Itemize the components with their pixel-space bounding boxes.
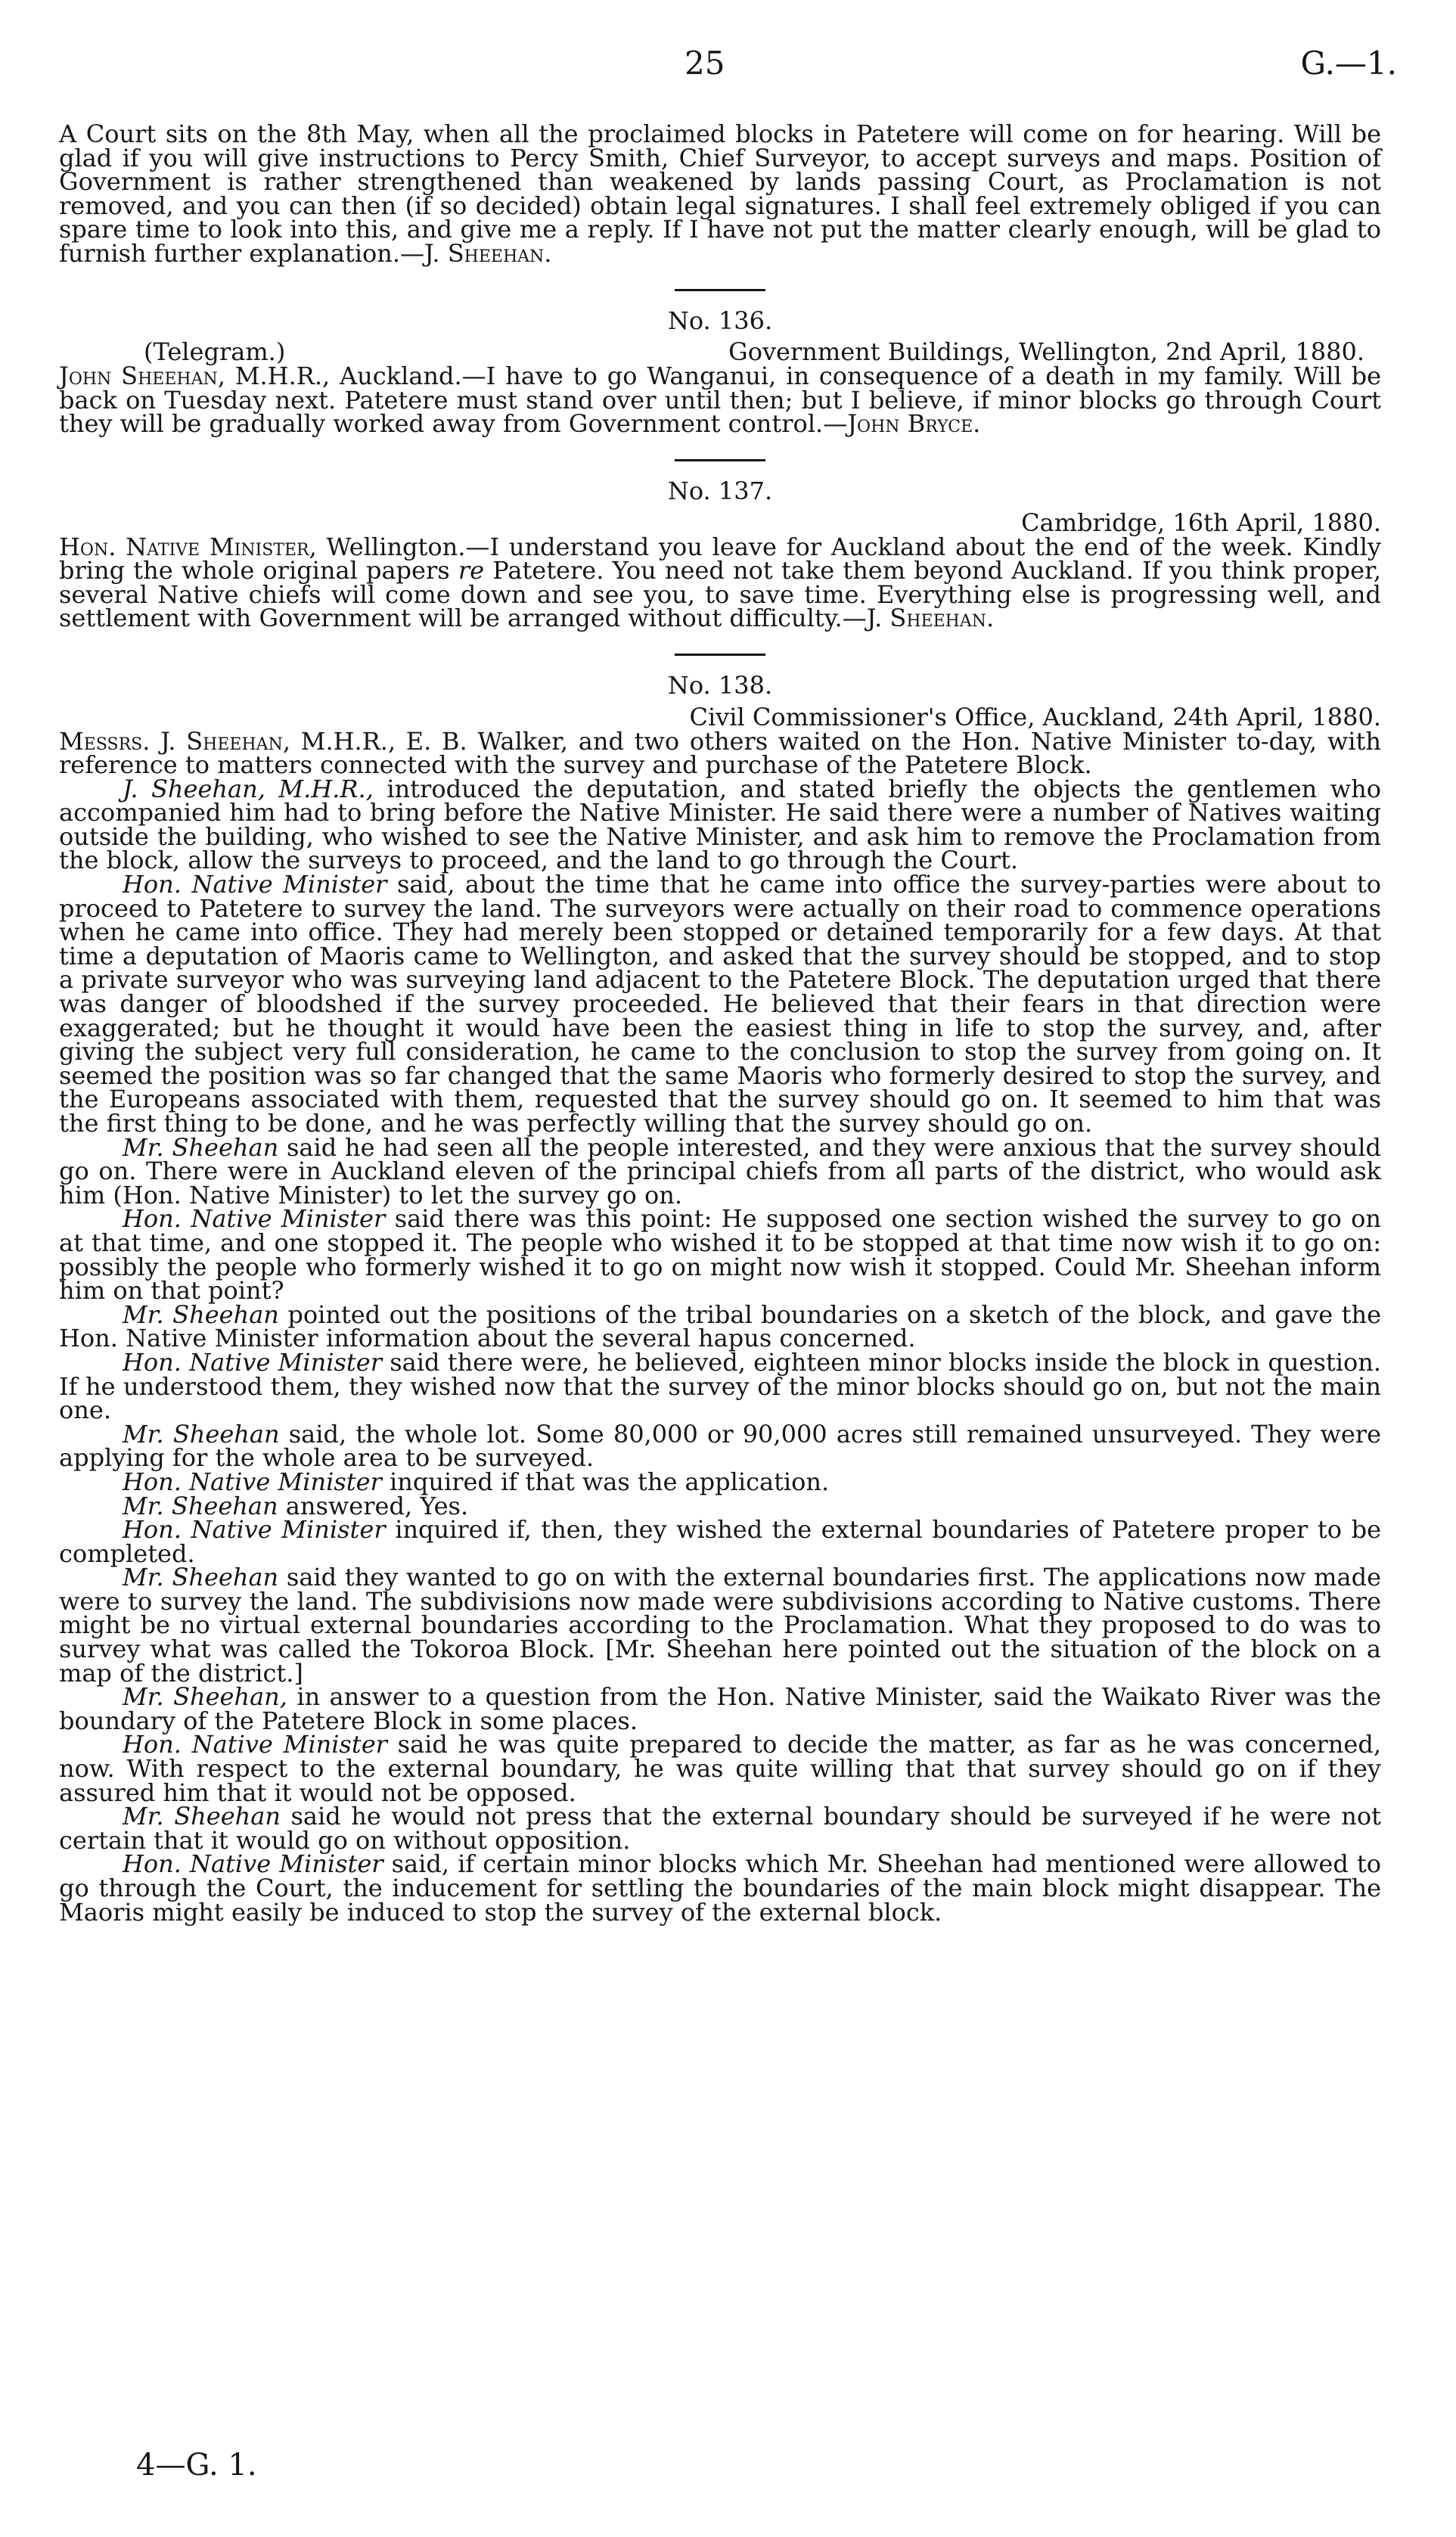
speaker-name: Mr. Sheehan bbox=[123, 1802, 281, 1831]
minutes-dialogue bbox=[59, 774, 1382, 1927]
speech-text: introduced the deputation, and stated briefly the objects the gentlemen who accompanied him had to bring before the Native Minister. He said there were a number of Natives waiting outside the building, who wished to see the Native Minister, and ask him to remove the Proclamation from the block, allow the surveys to proceed, and the land to go through the Court. bbox=[59, 774, 1382, 875]
dialogue-paragraph bbox=[59, 1132, 1382, 1210]
speech-text: said, about the time that he came into office the survey-parties were about to proceed to Patetere to survey the land. The surveyors were actually on their road to commence operations when he came into office. They had merely been stopped or detained temporarily for a few days. At that time a deputation of Maoris came to Wellington, and asked that the survey should be stopped, and to stop a private surveyor who was surveying land adjacent to the Patetere Block. The deputation urged that there was danger of bloodshed if the survey proceeded. He believed that their fears in that direction were exaggerated; but he thought it would have been the easiest thing in life to stop the survey, and, after giving the subject very full consideration, he came to the conclusion to stop the survey from going on. It seemed the position was so far changed that the same Maoris who formerly desired to stop the survey, and the Europeans associated with them, requested that the survey should go on. It seemed to him that was the first thing to be done, and he was perfectly willing that the survey should go on. bbox=[59, 870, 1382, 1138]
speaker-name: Mr. Sheehan bbox=[123, 1563, 279, 1592]
dialogue-paragraph bbox=[59, 1300, 1382, 1353]
page-number: 25 bbox=[685, 45, 725, 82]
document-138-heading bbox=[59, 702, 1381, 731]
speech-text: said there were, he believed, eighteen minor blocks inside the block in question. If he understood them, they wished now that the survey of the minor blocks should go on, but not the main one. bbox=[59, 1347, 1382, 1425]
speech-text: said they wanted to go on with the external boundaries first. The applications now made were to survey the land. The subdivisions now made were subdivisions according to Native customs. There might be no virtual external boundaries according to the Proclamation. What they proposed to do was to survey what was called the Tokoroa Block. [Mr. Sheehan here pointed out the situation of the block on a map of the district.] bbox=[59, 1563, 1382, 1688]
document-137-text-before: —I understand you leave for Auckland about the end of the week. Kindly bring the whole original papers bbox=[59, 532, 1382, 585]
dialogue-paragraph bbox=[59, 1849, 1382, 1927]
dialogue-paragraph bbox=[59, 1204, 1382, 1306]
dialogue-paragraph bbox=[59, 1515, 1382, 1568]
document-body bbox=[59, 120, 1382, 1927]
speaker-name: J. Sheehan, M.H.R., bbox=[123, 774, 374, 803]
speaker-name: Mr. Sheehan bbox=[123, 1300, 279, 1329]
dialogue-paragraph bbox=[59, 1419, 1382, 1473]
dialogue-paragraph bbox=[59, 870, 1382, 1138]
speaker-name: Hon. Native Minister bbox=[123, 1204, 386, 1234]
speaker-name: Hon. Native Minister bbox=[123, 870, 387, 899]
speech-text: in answer to a question from the Hon. Native Minister, said the Waikato River was the boundary of the Patetere Block in some places. bbox=[59, 1682, 1382, 1735]
dialogue-paragraph bbox=[59, 1730, 1382, 1807]
dialogue-paragraph bbox=[59, 1347, 1382, 1425]
document-137-addressee-rest: , Wellington. bbox=[309, 532, 466, 561]
signature-mark: 4—G. 1. bbox=[136, 2448, 257, 2483]
speech-text: said there was this point: He supposed one section wished the survey to go on at that time, and one stopped it. The people who wished it to be stopped at that time now wish it to go on: possibly the people who formerly wished it to go on might now wish it stopped. Could Mr. Sheehan inform him on that point? bbox=[59, 1204, 1382, 1306]
page-header bbox=[0, 45, 1456, 89]
speech-text: inquired if, then, they wished the external boundaries of Patetere proper to be completed. bbox=[59, 1515, 1382, 1568]
intro-text: A Court sits on the 8th May, when all the proclaimed blocks in Patetere will come on for hearing. Will be glad if you will give instructions to Percy Smith, Chief Surveyor, to accept surveys and maps. Position of Government is rather strengthened than weakened by lands passing Court, as Proclamation is not removed, and you can then (if so decided) obtain legal signatures. I shall feel extremely obliged if you can spare time to look into this, and give me a reply. If I have not put the matter clearly enough, will be glad to furnish further explanation.—J. bbox=[59, 120, 1381, 268]
document-number-138: No. 138. bbox=[667, 670, 773, 700]
speech-text: said he had seen all the people interested, and they were anxious that the survey should go on. There were in Auckland eleven of the principal chiefs from all parts of the district, who would ask him (Hon. Native Minister) to let the survey go on. bbox=[59, 1132, 1382, 1210]
document-137-addressee: Hon. Native Minister bbox=[59, 532, 309, 561]
document-number-137: No. 137. bbox=[667, 476, 773, 505]
dialogue-paragraph bbox=[59, 1563, 1382, 1688]
document-136-heading bbox=[59, 337, 1381, 367]
dialogue-paragraph bbox=[59, 1802, 1382, 1855]
document-137-body bbox=[59, 532, 1382, 633]
speaker-name: Hon. Native Minister bbox=[123, 1730, 387, 1759]
document-138-opening-rest: , M.H.R., E. B. Walker, and two others waited on the Hon. Native Minister to-day, with reference to matters connected with the survey and purchase of the Patetere Block. bbox=[59, 726, 1382, 780]
document-136-addressee: John Sheehan bbox=[59, 362, 218, 391]
dialogue-paragraph bbox=[59, 774, 1382, 875]
document-136-body bbox=[59, 362, 1382, 439]
document-138-messrs: Messrs. J. Sheehan bbox=[59, 726, 283, 756]
document-136-text: —I have to go Wanganui, in consequence of a death in my family. Will be back on Tuesday next. Patetere must stand over until then; but I believe, if minor blocks go through Court they will be gradually worked away from Government control.— bbox=[59, 362, 1382, 439]
intro-paragraph bbox=[59, 120, 1381, 268]
document-137-re: re bbox=[458, 556, 485, 585]
speaker-name: Hon. Native Minister bbox=[123, 1849, 383, 1879]
speech-text: said, the whole lot. Some 80,000 or 90,000 acres still remained unsurveyed. They were applying for the whole area to be surveyed. bbox=[59, 1419, 1382, 1473]
series-reference: G.—1. bbox=[1300, 45, 1397, 82]
speech-text: pointed out the positions of the tribal boundaries on a sketch of the block, and gave the Hon. Native Minister information about the several hapus concerned. bbox=[59, 1300, 1382, 1353]
speech-text: inquired if that was the application. bbox=[381, 1467, 830, 1496]
section-divider bbox=[675, 459, 765, 461]
document-137-text-after: Patetere. You need not take them beyond Auckland. If you think proper, several Native chiefs will come down and see you, to save time. Everything else is progressing well, and settlement with Government will be arranged without difficulty.—J. bbox=[59, 556, 1382, 633]
document-138-place-date: Civil Commissioner's Office, Auckland, 24th April, 1880. bbox=[689, 702, 1381, 731]
document-136-addressee-rest: , M.H.R., Auckland. bbox=[217, 362, 462, 391]
document-number-136: No. 136. bbox=[667, 306, 773, 335]
speaker-name: Hon. Native Minister bbox=[123, 1467, 382, 1496]
document-137-signature: Sheehan. bbox=[889, 604, 995, 633]
document-136-signature: John Bryce. bbox=[847, 409, 981, 439]
document-138-opening bbox=[59, 726, 1382, 780]
intro-signature: Sheehan. bbox=[447, 238, 552, 268]
speech-text: said he was quite prepared to decide the matter, as far as he was concerned, now. With respect to the external boundary, he was quite willing that that survey should go on if they assured him that it would not be opposed. bbox=[59, 1730, 1382, 1807]
speech-text: said, if certain minor blocks which Mr. Sheehan had mentioned were allowed to go through the Court, the inducement for settling the boundaries of the main block might disappear. The Maoris might easily be induced to stop the survey of the external block. bbox=[59, 1849, 1382, 1927]
document-136-place-date: Government Buildings, Wellington, 2nd April, 1880. bbox=[728, 337, 1364, 367]
speaker-name: Hon. Native Minister bbox=[123, 1347, 382, 1377]
speech-text: said he would not press that the external boundary should be surveyed if he were not certain that it would go on without opposition. bbox=[59, 1802, 1382, 1855]
document-136-type: (Telegram.) bbox=[144, 337, 286, 367]
speaker-name: Hon. Native Minister bbox=[123, 1515, 386, 1545]
speaker-name: Mr. Sheehan bbox=[123, 1132, 279, 1162]
speaker-name: Mr. Sheehan bbox=[123, 1491, 278, 1520]
speech-text: answered, Yes. bbox=[278, 1491, 469, 1520]
document-137-place-date: Cambridge, 16th April, 1880. bbox=[1021, 508, 1381, 537]
speaker-name: Mr. Sheehan, bbox=[123, 1682, 287, 1712]
document-137-heading bbox=[59, 508, 1381, 537]
section-divider bbox=[675, 289, 765, 291]
dialogue-paragraph bbox=[59, 1682, 1382, 1735]
section-divider bbox=[675, 654, 765, 656]
speaker-name: Mr. Sheehan bbox=[123, 1419, 280, 1449]
